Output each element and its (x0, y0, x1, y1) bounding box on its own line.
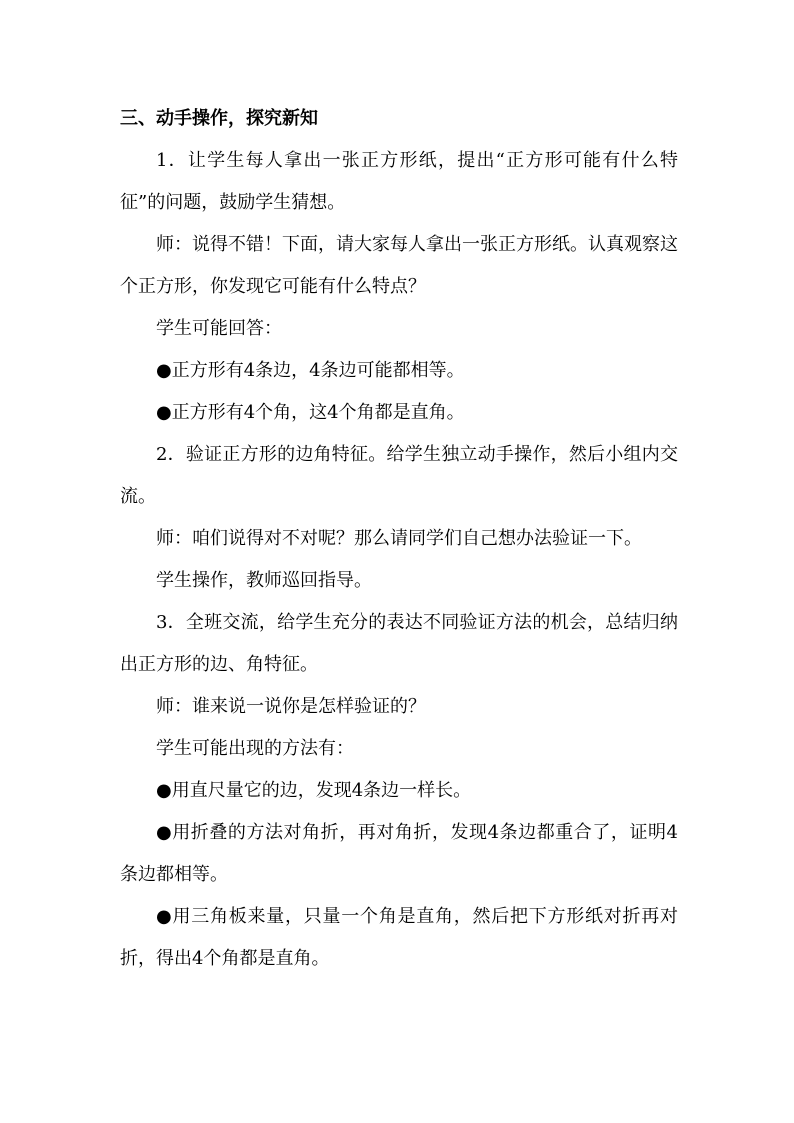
paragraph-2: 师：说得不错！下面，请大家每人拿出一张正方形纸。认真观察这个正方形，你发现它可能有什么特点？ (120, 234, 678, 297)
paragraph-6: 2．验证正方形的边角特征。给学生独立动手操作，然后小组内交流。 (120, 444, 678, 507)
paragraph-9: 3．全班交流，给学生充分的表达不同验证方法的机会，总结归纳出正方形的边、角特征。 (120, 612, 678, 675)
bullet-item-4: ●用折叠的方法对角折，再对角折，发现4条边都重合了，证明4条边都相等。 (120, 822, 678, 885)
paragraph-11: 学生可能出现的方法有： (156, 738, 354, 759)
document-body (120, 98, 678, 980)
paragraph-8: 学生操作，教师巡回指导。 (156, 570, 372, 591)
bullet-item-3: ●用直尺量它的边，发现4条边一样长。 (156, 780, 472, 801)
paragraph-1: 1．让学生每人拿出一张正方形纸，提出“正方形可能有什么特征”的问题，鼓励学生猜想。 (120, 150, 678, 213)
section-heading: 三、动手操作，探究新知 (120, 108, 318, 129)
bullet-item-1: ●正方形有4条边，4条边可能都相等。 (156, 360, 465, 381)
bullet-item-2: ●正方形有4个角，这4个角都是直角。 (156, 402, 465, 423)
paragraph-7: 师：咱们说得对不对呢？那么请同学们自己想办法验证一下。 (156, 528, 642, 549)
bullet-item-5: ●用三角板来量，只量一个角是直角，然后把下方形纸对折再对折，得出4个角都是直角。 (120, 906, 678, 969)
paragraph-3: 学生可能回答： (156, 318, 282, 339)
paragraph-10: 师：谁来说一说你是怎样验证的？ (156, 696, 426, 717)
